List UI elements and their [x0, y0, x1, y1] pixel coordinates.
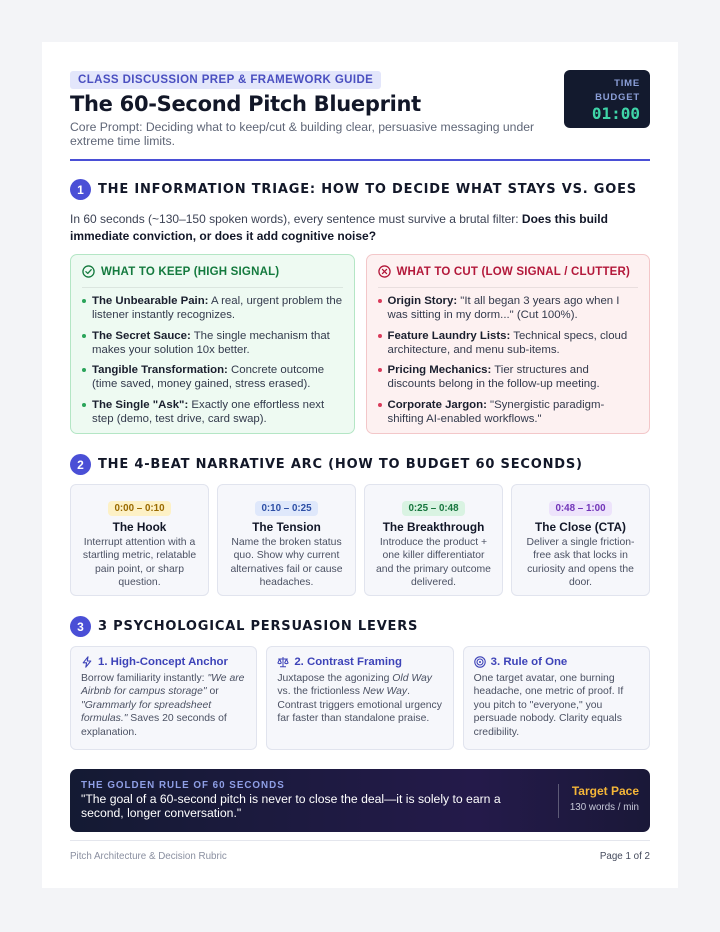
page-footer	[70, 840, 650, 862]
cut-panel	[366, 254, 651, 434]
item-text: Exactly one effortless next step (demo, test drive, card swap).	[92, 398, 325, 425]
page-number: Page 1 of 2	[599, 851, 650, 862]
item-term: Corporate Jargon:	[387, 398, 487, 411]
lever-card-anchor	[70, 646, 257, 750]
cut-heading-label: WHAT TO CUT (LOW SIGNAL / CLUTTER)	[396, 265, 631, 278]
beat-description: Deliver a single friction-free ask that locks in curiosity and opens the door.	[526, 537, 635, 589]
text-run: or	[206, 686, 219, 698]
section-number: 2	[70, 454, 91, 475]
item-text: "Synergistic paradigm-shifting AI-enabled workflows."	[387, 398, 605, 425]
page-title: The 60-Second Pitch Blueprint	[70, 92, 421, 116]
lever-title: 2. Contrast Framing	[294, 656, 402, 668]
item-term: Origin Story:	[387, 295, 458, 307]
list-item	[82, 398, 343, 426]
item-term: Feature Laundry Lists:	[387, 329, 511, 342]
section-number: 1	[70, 179, 91, 200]
time-range-pill: 0:10 – 0:25	[255, 501, 317, 516]
text-run: Juxtapose the agonizing	[277, 673, 393, 684]
item-term: The Unbearable Pain:	[92, 295, 209, 307]
text-run: vs. the frictionless	[277, 686, 363, 698]
section-number: 3	[70, 616, 91, 637]
target-icon	[474, 656, 486, 668]
time-range-pill: 0:25 – 0:48	[402, 501, 464, 516]
lever-card-contrast	[266, 646, 453, 750]
list-item	[378, 398, 639, 426]
item-term: Tangible Transformation:	[92, 364, 228, 376]
keep-panel	[70, 254, 355, 434]
italic-text: "We are Airbnb for campus storage"	[81, 673, 245, 698]
beat-card-close	[511, 484, 650, 596]
x-circle-icon	[378, 265, 391, 278]
lightning-icon	[81, 656, 93, 668]
cut-list	[378, 294, 639, 426]
target-pace-value: 130 words / min	[569, 802, 639, 813]
item-text: Tier structures and discounts belong in the follow-up meeting.	[387, 364, 600, 390]
lever-card-rule-of-one	[463, 646, 650, 750]
header	[70, 70, 650, 156]
timer-label-2: BUDGET	[595, 92, 640, 103]
lever-heading	[277, 656, 442, 668]
list-item	[82, 363, 343, 391]
lever-heading	[474, 656, 639, 668]
keep-list	[82, 294, 343, 426]
section-title: THE 4-BEAT NARRATIVE ARC (HOW TO BUDGET 60 SECONDS)	[98, 457, 583, 472]
golden-rule-quote: "The goal of a 60-second pitch is never to close the deal—it is solely to earn a second, longer conversation."	[81, 792, 501, 820]
item-term: Pricing Mechanics:	[387, 364, 492, 376]
italic-text: "Grammarly for spreadsheet formulas."	[81, 699, 212, 725]
item-text: A real, urgent problem the listener instantly recognizes.	[92, 295, 343, 321]
time-range-pill: 0:48 – 1:00	[549, 501, 611, 516]
text-run: . Contrast triggers emotional urgency far faster than standalone praise.	[277, 686, 442, 725]
item-term: The Single "Ask":	[92, 398, 189, 411]
golden-rule-label: THE GOLDEN RULE OF 60 SECONDS	[81, 780, 285, 791]
item-text: The single mechanism that makes your solution 10x better.	[92, 329, 330, 356]
footer-title: Pitch Architecture & Decision Rubric	[70, 851, 227, 862]
narrative-arc-cards	[70, 484, 650, 596]
beat-description: Introduce the product + one killer differentiator and the primary outcome delivered.	[376, 537, 491, 589]
beat-card-tension	[217, 484, 356, 596]
section-3-heading	[70, 616, 650, 637]
section-title: THE INFORMATION TRIAGE: HOW TO DECIDE WHAT STAYS VS. GOES	[98, 182, 637, 197]
lever-title: 3. Rule of One	[490, 656, 568, 668]
document-page	[42, 42, 678, 888]
check-circle-icon	[82, 265, 95, 278]
beat-card-breakthrough	[364, 484, 503, 596]
cut-heading	[378, 265, 639, 288]
beat-description: Name the broken status quo. Show why current alternatives fail or cause headaches.	[230, 537, 343, 589]
text-run: Borrow familiarity instantly:	[81, 673, 208, 684]
time-budget-badge	[564, 70, 650, 128]
golden-rule-banner	[70, 769, 650, 832]
section-2-heading	[70, 454, 650, 475]
page-subtitle: Core Prompt: Deciding what to keep/cut & building clear, persuasive messaging under extreme time limits.	[70, 120, 535, 148]
item-text: Technical specs, cloud architecture, and menu sub-items.	[387, 329, 628, 356]
section-1-intro	[70, 211, 650, 245]
list-item	[378, 329, 639, 357]
target-pace-label: Target Pace	[571, 784, 639, 798]
lever-title: 1. High-Concept Anchor	[98, 656, 228, 668]
timer-value: 01:00	[591, 104, 640, 123]
scale-icon	[277, 656, 289, 668]
time-range-pill: 0:00 – 0:10	[108, 501, 170, 516]
list-item	[378, 363, 639, 391]
kicker-badge: CLASS DISCUSSION PREP & FRAMEWORK GUIDE	[70, 71, 381, 89]
item-text: "It all began 3 years ago when I was sitting in my dorm..." (Cut 100%).	[387, 295, 620, 321]
intro-bold-text: Does this build immediate conviction, or does it add cognitive noise?	[70, 212, 608, 243]
triage-columns	[70, 254, 650, 434]
beat-description: Interrupt attention with a startling metric, relatable pain point, or sharp question.	[82, 537, 197, 589]
beat-title: The Tension	[252, 520, 321, 534]
header-divider	[70, 159, 650, 161]
target-pace	[558, 784, 639, 818]
timer-label-1: TIME	[614, 78, 640, 89]
lever-heading	[81, 656, 246, 668]
text-run: Saves 20 seconds of explanation.	[81, 713, 227, 738]
beat-title: The Breakthrough	[382, 520, 485, 534]
lever-description	[277, 672, 442, 726]
list-item	[82, 329, 343, 357]
beat-title: The Hook	[112, 520, 167, 534]
section-1-heading	[70, 179, 650, 200]
section-title: 3 PSYCHOLOGICAL PERSUASION LEVERS	[98, 619, 419, 634]
italic-text: Old Way	[392, 673, 432, 684]
beat-title: The Close (CTA)	[535, 520, 626, 534]
intro-text: In 60 seconds (~130–150 spoken words), every sentence must survive a brutal filter:	[70, 212, 522, 226]
item-term: The Secret Sauce:	[92, 329, 191, 342]
item-text: Concrete outcome (time saved, money gained, stress erased).	[92, 364, 325, 390]
keep-heading-label: WHAT TO KEEP (HIGH SIGNAL)	[101, 265, 280, 278]
list-item	[378, 294, 639, 322]
lever-description	[81, 672, 246, 739]
persuasion-levers	[70, 646, 650, 750]
italic-text: New Way	[362, 686, 408, 698]
beat-card-hook	[70, 484, 209, 596]
keep-heading	[82, 265, 343, 288]
lever-description: One target avatar, one burning headache, one metric of proof. If you pitch to "everyone," you persuade nobody. Clarity equals credibility.	[473, 673, 624, 738]
list-item	[82, 294, 343, 322]
